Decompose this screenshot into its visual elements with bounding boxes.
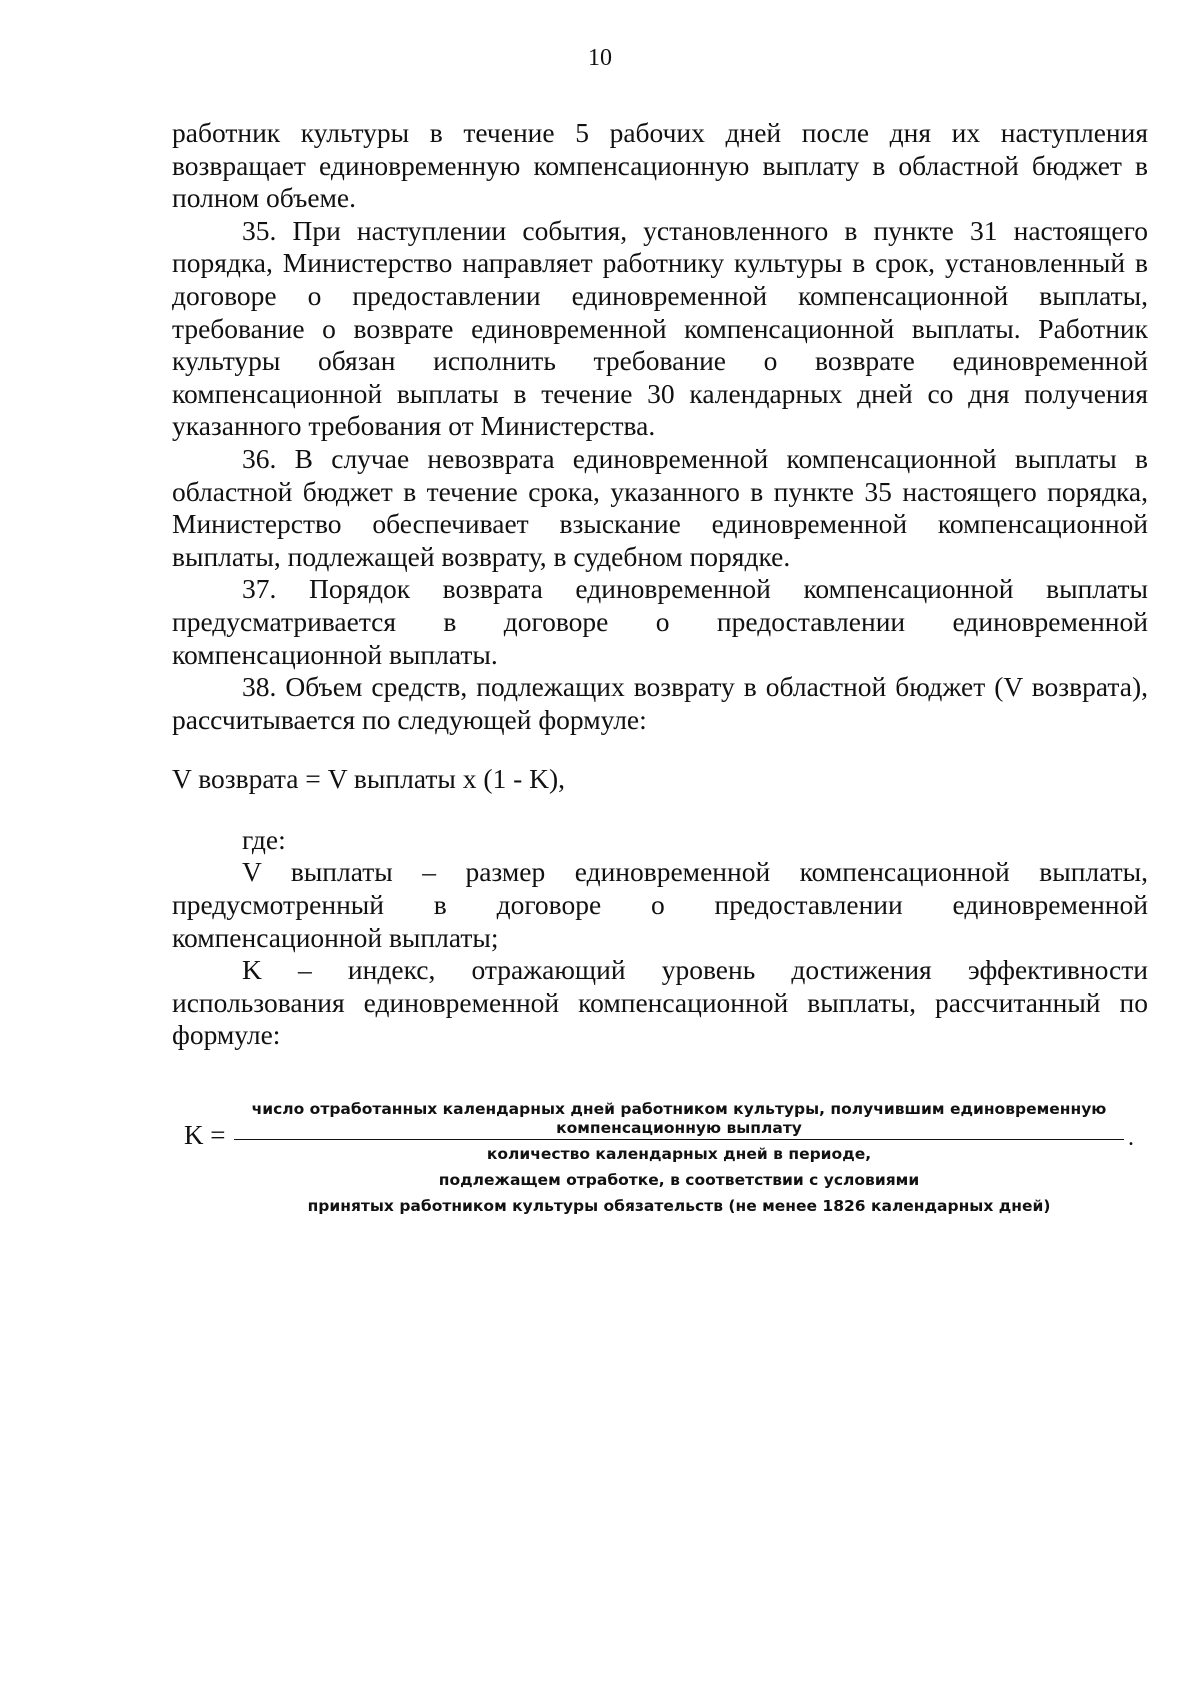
document-body <box>172 117 1148 1052</box>
fraction-lhs: K = <box>184 1120 226 1150</box>
paragraph-37: 37. Порядок возврата единовременной компенсационной выплаты предусматривается в договоре о предоставлении единовременной компенсационной выплаты. <box>172 573 1148 670</box>
page-number: 10 <box>588 45 612 71</box>
fraction-denominator-line1: количество календарных дней в периоде, <box>486 1145 872 1163</box>
definition-v-payment: V выплаты – размер единовременной компенсационной выплаты, предусмотренный в договоре о предоставлении единовременной компенсационной выплаты; <box>172 856 1148 953</box>
formula-v-return: V возврата = V выплаты х (1 - K), <box>172 763 566 795</box>
where-label: где: <box>242 823 286 855</box>
fraction-denominator <box>234 1141 1124 1219</box>
fraction-bar <box>234 1139 1124 1140</box>
fraction-denominator-line2: подлежащем отработке, в соответствии с условиями <box>438 1171 920 1189</box>
definition-k-index: K – индекс, отражающий уровень достижения эффективности использования единовременной компенсационной выплаты, рассчитанный по формуле: <box>172 954 1148 1051</box>
paragraph-35: 35. При наступлении события, установленного в пункте 31 настоящего порядка, Министерство направляет работнику культуры в срок, установленный в договоре о предоставлении единовременной компенсационной выплаты, требование о возврате единовременной компенсационной выплаты. Работник культуры обязан исполнить требование о возврате единовременной компенсационной выплаты в течение 30 календарных дней со дня получения указанного требования от Министерства. <box>172 214 1148 442</box>
fraction-numerator-line2: компенсационную выплату <box>556 1119 802 1137</box>
paragraph-36: 36. В случае невозврата единовременной компенсационной выплаты в областной бюджет в течение срока, указанного в пункте 35 настоящего порядка, Министерство обеспечивает взыскание единовременной компенсационной выплаты, подлежащей возврату, в судебном порядке. <box>172 442 1148 572</box>
paragraph-continuation: работник культуры в течение 5 рабочих дней после дня их наступления возвращает единовременную компенсационную выплату в областной бюджет в полном объеме. <box>172 117 1148 214</box>
fraction-denominator-line3: принятых работником культуры обязательств (не менее 1826 календарных дней) <box>307 1197 1051 1215</box>
fraction-numerator-line1: число отработанных календарных дней работником культуры, получившим единовременную <box>251 1100 1107 1118</box>
k-fraction-formula <box>184 1100 1144 1230</box>
fraction-end-mark: . <box>1128 1125 1134 1151</box>
paragraph-38: 38. Объем средств, подлежащих возврату в областной бюджет (V возврата), рассчитывается по следующей формуле: <box>172 671 1148 735</box>
